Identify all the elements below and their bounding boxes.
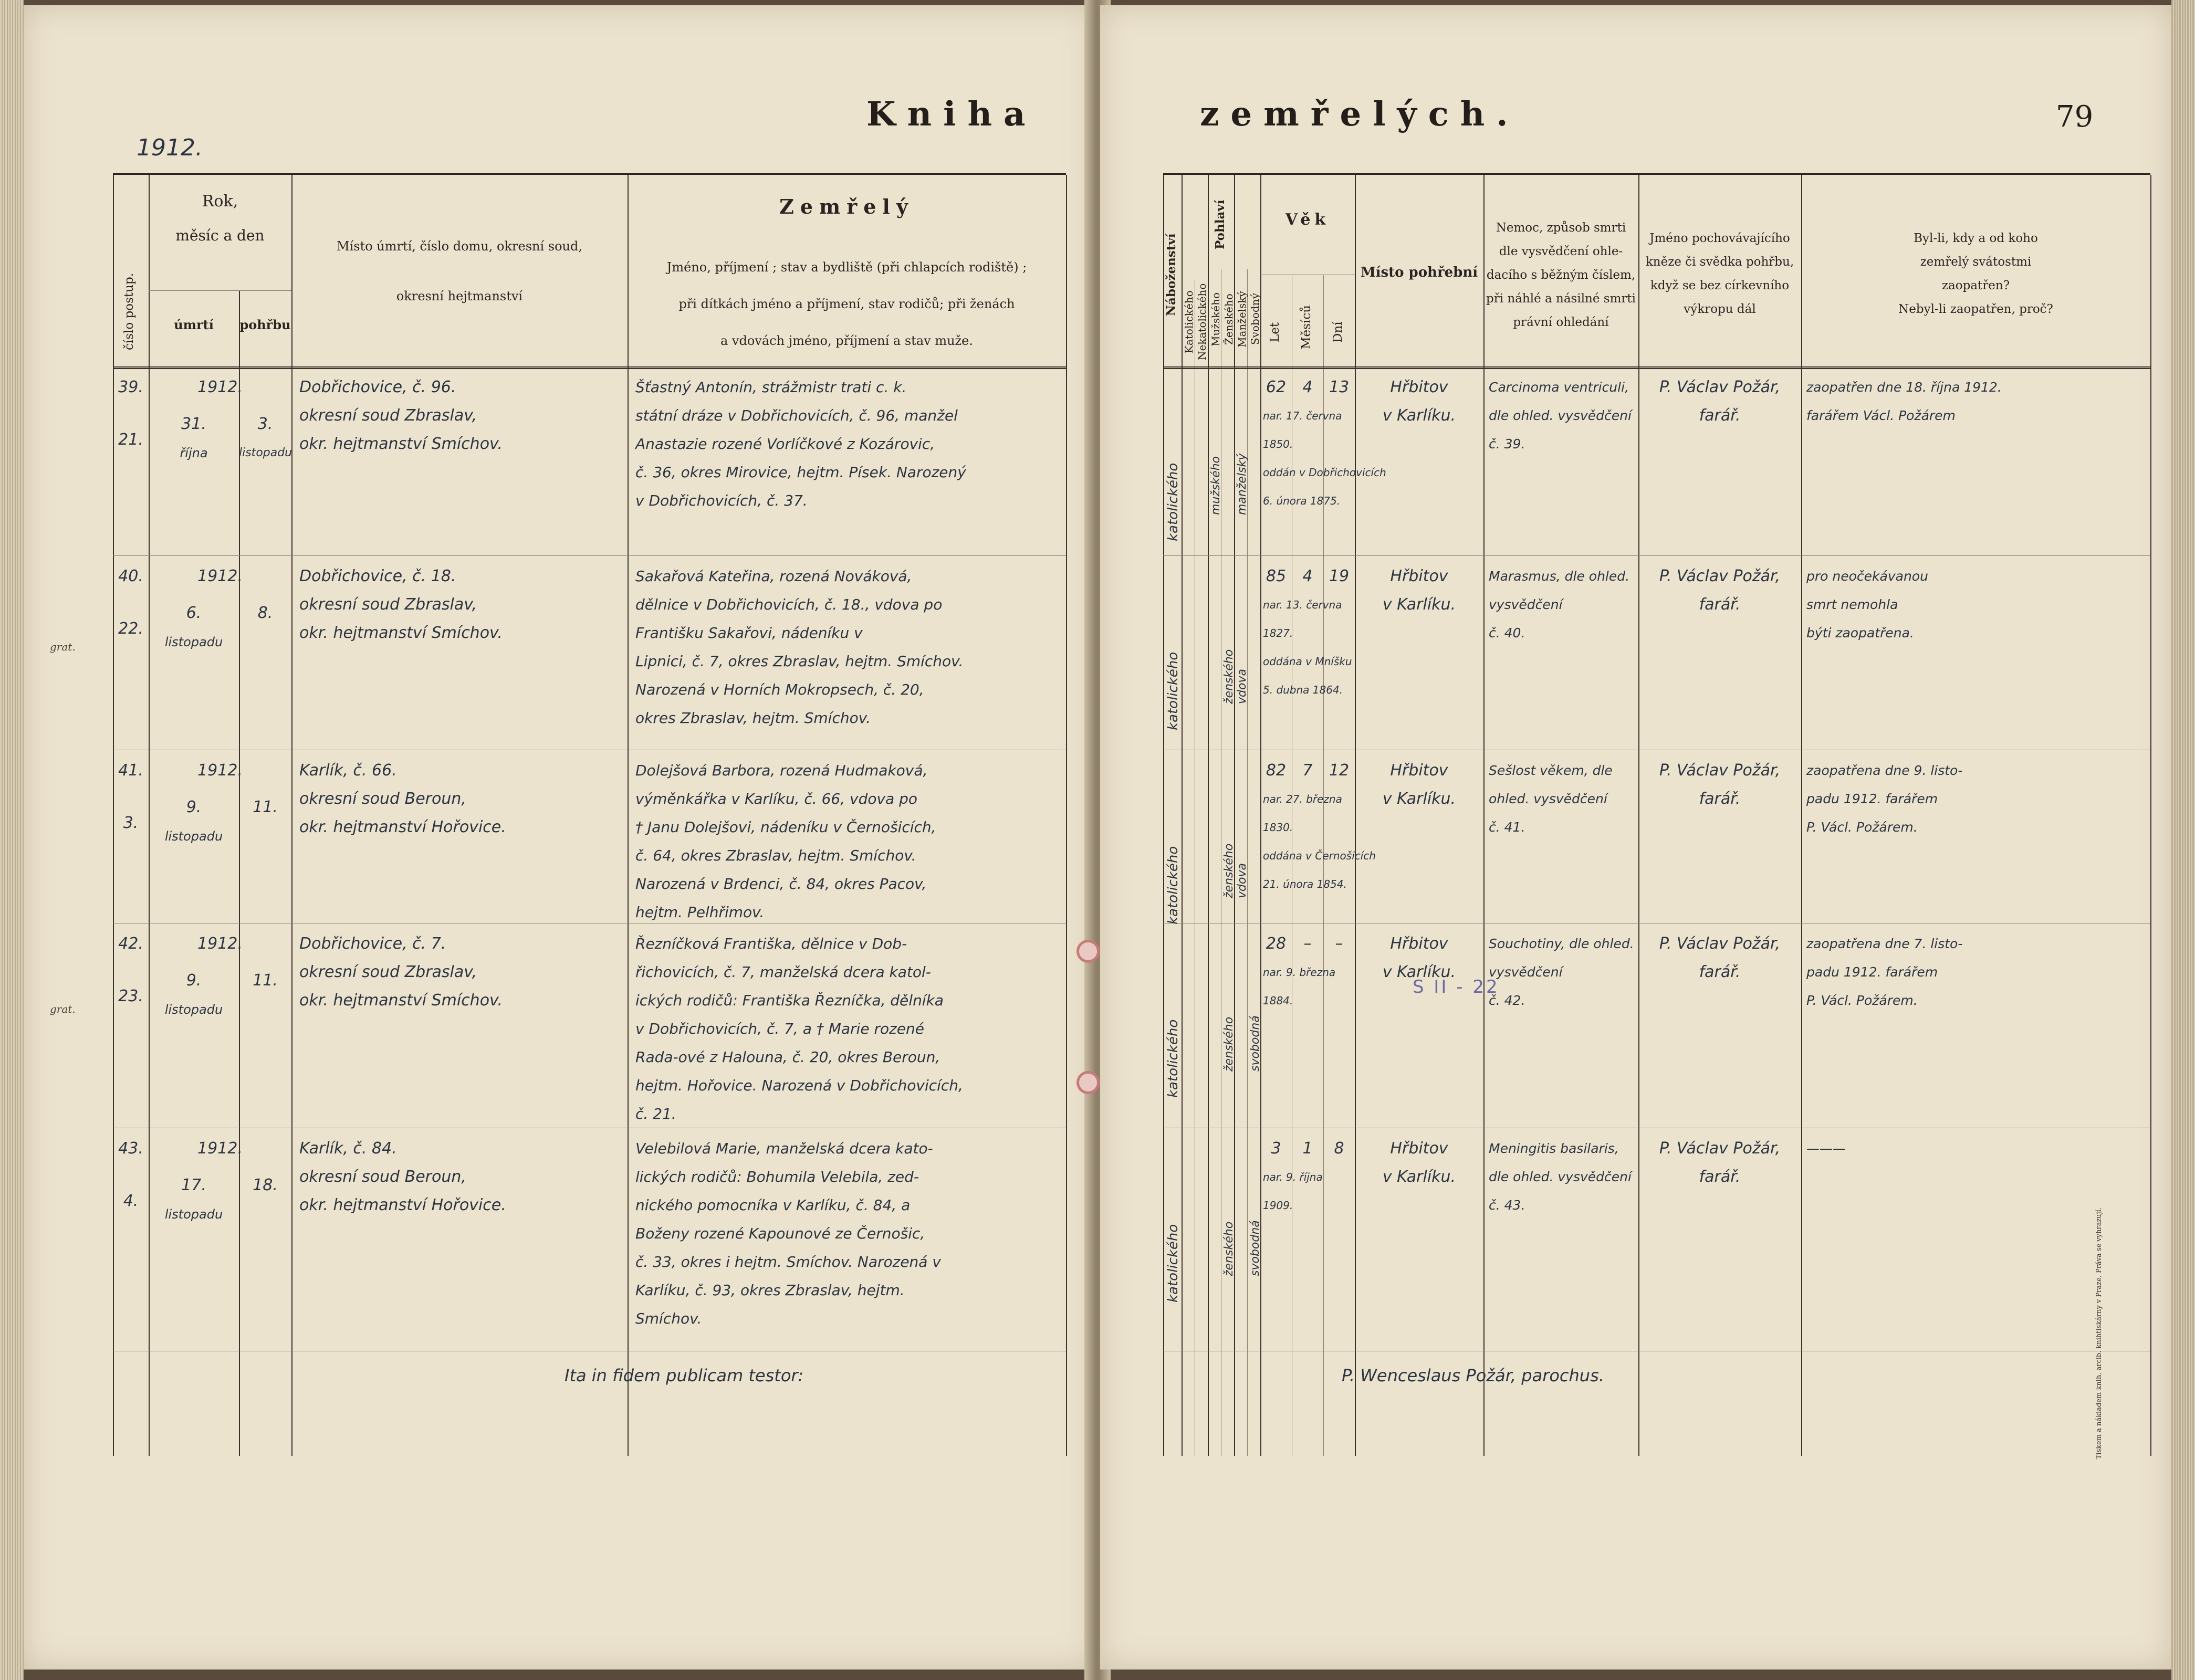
- entry-number: 42.: [118, 934, 143, 953]
- header-cislo: číslo postup.: [122, 272, 136, 350]
- entry-status: svobodná: [1249, 1015, 1262, 1072]
- entry-religion: katolického: [1165, 1019, 1181, 1098]
- entry-sacrament-line: ———: [1806, 1141, 1846, 1156]
- entry-death-month: listopadu: [164, 1207, 223, 1222]
- entry-priest-line: P. Václav Požár,: [1659, 761, 1781, 780]
- printer-note: Tiskem a nákladem knih. arcib. knihtiskárny v Praze. Práva se vyhrazují.: [2095, 1208, 2103, 1460]
- entry-deceased-line: hejtm. Hořovice. Narozená v Dobřichovicích,: [635, 1077, 963, 1094]
- entry-sacrament-line: zaopatřen dne 18. října 1912.: [1806, 380, 2002, 395]
- entry-cause-line: ohled. vysvědčení: [1489, 791, 1607, 806]
- entry-deceased-line: v Dobřichovicích, č. 37.: [635, 492, 808, 509]
- entry-death-month: listopadu: [164, 635, 223, 649]
- entry-death-month: října: [180, 446, 208, 460]
- entry-deceased-line: hejtm. Pelhřimov.: [635, 904, 765, 921]
- left-register-table: [113, 173, 1066, 1456]
- header-nemoc-5: právní ohledání: [1513, 316, 1609, 329]
- header-manzelsky: Manželský: [1236, 291, 1248, 348]
- entry-age-months: 4: [1302, 378, 1313, 396]
- entry-sacrament-line: P. Václ. Požárem.: [1806, 993, 1918, 1008]
- entry-deceased-line: Anastazie rozené Vorlíčkové z Kozárovic,: [635, 435, 935, 453]
- entry-birth-line: 1850.: [1263, 438, 1293, 450]
- entry-religion: katolického: [1165, 652, 1181, 730]
- header-nabozenstvi: Náboženství: [1164, 233, 1178, 316]
- entry-deceased-line: č. 21.: [635, 1105, 676, 1122]
- entry-priest-line: P. Václav Požár,: [1659, 1139, 1781, 1158]
- entry-birth-line: nar. 17. června: [1263, 410, 1342, 422]
- entry-deceased-line: výměnkářka v Karlíku, č. 66, vdova po: [635, 790, 918, 807]
- entry-sex: ženského: [1222, 1016, 1236, 1072]
- book-title-left: Kniha: [866, 94, 1037, 134]
- entry-priest-line: P. Václav Požár,: [1659, 378, 1781, 396]
- header-byl-1: Byl-li, kdy a od koho: [1914, 232, 2038, 245]
- entry-number: 40.: [118, 567, 143, 585]
- header-mesic-den: měsíc a den: [175, 227, 265, 244]
- entry-burial-place-line: Hřbitov: [1390, 934, 1448, 953]
- entry-place-line: Dobřichovice, č. 18.: [299, 567, 456, 585]
- entry-burial-place-line: Hřbitov: [1390, 567, 1448, 585]
- entry-age-years: 3: [1271, 1139, 1281, 1158]
- entry-number-secondary: 21.: [118, 430, 143, 449]
- entry-death-day: 9.: [186, 798, 202, 816]
- signature-right: P. Wenceslaus Požár, parochus.: [1342, 1366, 1604, 1385]
- entry-place-line: okresní soud Beroun,: [299, 1168, 466, 1186]
- entry-age-days: 12: [1329, 761, 1350, 780]
- entry-cause-line: Sešlost věkem, dle: [1489, 763, 1613, 778]
- header-katolickeho: Katolického: [1183, 290, 1195, 353]
- entry-birth-line: oddána v Černošicích: [1263, 849, 1376, 862]
- entry-place-line: okr. hejtmanství Smíchov.: [299, 435, 503, 453]
- entry-burial-place-line: v Karlíku.: [1382, 1168, 1456, 1186]
- entry-cause-line: vysvědčení: [1489, 597, 1563, 612]
- entry-deceased-line: č. 36, okres Mirovice, hejtm. Písek. Narozený: [635, 464, 966, 481]
- entry-deceased-line: Karlíku, č. 93, okres Zbraslav, hejtm.: [635, 1282, 905, 1299]
- entry-year: 1912.: [197, 378, 243, 396]
- entry-death-day: 31.: [181, 415, 206, 433]
- book-edge-left: [0, 0, 24, 1680]
- header-vek: Věk: [1285, 211, 1330, 229]
- entry-number-secondary: 23.: [118, 987, 143, 1005]
- entry-sex: ženského: [1222, 649, 1236, 704]
- header-nemoc-1: Nemoc, způsob smrti: [1496, 221, 1626, 235]
- entry-deceased-line: č. 64, okres Zbraslav, hejtm. Smíchov.: [635, 847, 916, 864]
- header-zenskeho: Ženského: [1222, 293, 1235, 345]
- entry-birth-line: 1909.: [1263, 1199, 1293, 1212]
- entry-burial-day: 11.: [253, 971, 278, 990]
- entry-age-days: 19: [1329, 567, 1350, 585]
- entry-status: vdova: [1236, 669, 1249, 704]
- entry-burial-month: listopadu: [239, 446, 292, 459]
- entry-deceased-line: Velebilová Marie, manželská dcera kato-: [635, 1140, 933, 1157]
- entry-birth-line: nar. 9. října: [1263, 1171, 1323, 1183]
- header-misto-pohrbu: Místo pohřební: [1360, 265, 1478, 280]
- entry-age-days: 13: [1329, 378, 1350, 396]
- entry-status: manželský: [1236, 453, 1249, 515]
- header-byl-4: Nebyl-li zaopatřen, proč?: [1898, 302, 2053, 316]
- entry-priest-line: farář.: [1699, 595, 1741, 614]
- entry-age-days: –: [1335, 934, 1343, 953]
- entry-burial-day: 3.: [257, 415, 273, 433]
- entry-cause-line: Souchotiny, dle ohled.: [1489, 936, 1634, 951]
- entry-deceased-line: Šťastný Antonín, strážmistr trati c. k.: [635, 379, 907, 396]
- entry-deceased-line: Narozená v Horních Mokropsech, č. 20,: [635, 681, 924, 698]
- header-byl-2: zemřelý svátostmi: [1920, 255, 2032, 269]
- book-edge-right: [2171, 0, 2195, 1680]
- entry-place-line: okr. hejtmanství Smíchov.: [299, 624, 503, 642]
- entry-cause-line: dle ohled. vysvědčení: [1489, 1169, 1632, 1184]
- entry-number-secondary: 4.: [123, 1192, 139, 1210]
- entry-religion: katolického: [1165, 846, 1181, 925]
- entry-burial-place-line: Hřbitov: [1390, 761, 1448, 780]
- entry-burial-place-line: v Karlíku.: [1382, 595, 1456, 614]
- entry-sacrament-line: padu 1912. farářem: [1806, 791, 1938, 806]
- header-pohlavi: Pohlaví: [1213, 200, 1227, 250]
- entry-sacrament-line: býti zaopatřena.: [1806, 625, 1914, 640]
- header-jmeno-1: Jméno pochovávajícího: [1649, 232, 1790, 245]
- entry-birth-line: nar. 13. června: [1263, 598, 1342, 611]
- entry-sacrament-line: P. Václ. Požárem.: [1806, 820, 1918, 835]
- entry-cause-line: Meningitis basilaris,: [1489, 1141, 1619, 1156]
- entry-death-month: listopadu: [164, 1002, 223, 1017]
- entry-cause-line: č. 40.: [1489, 625, 1525, 640]
- header-misto: Místo úmrtí, číslo domu, okresní soud,: [337, 239, 582, 254]
- entry-priest-line: P. Václav Požár,: [1659, 567, 1781, 585]
- entry-priest-line: farář.: [1699, 1168, 1741, 1186]
- entry-birth-line: 1830.: [1263, 821, 1293, 834]
- entry-year: 1912.: [197, 1139, 243, 1158]
- entry-deceased-line: řichovicích, č. 7, manželská dcera katol-: [635, 963, 931, 981]
- entry-priest-line: farář.: [1699, 963, 1741, 981]
- entry-number-secondary: 3.: [123, 814, 139, 832]
- header-misto-2: okresní hejtmanství: [396, 289, 523, 303]
- entry-sacrament-line: farářem Václ. Požárem: [1806, 408, 1956, 423]
- entry-status: vdova: [1236, 863, 1249, 898]
- entry-priest-line: farář.: [1699, 406, 1741, 425]
- header-jmeno-2: kněze či svědka pohřbu,: [1645, 255, 1794, 269]
- entry-sex: ženského: [1222, 1221, 1236, 1276]
- book-title-right: zemřelých.: [1200, 94, 1520, 134]
- entry-sacrament-line: smrt nemohla: [1806, 597, 1898, 612]
- header-muzskeho: Mužského: [1209, 292, 1222, 346]
- entry-place-line: okr. hejtmanství Smíchov.: [299, 991, 503, 1010]
- entry-deceased-line: lických rodičů: Bohumila Velebila, zed-: [635, 1168, 919, 1185]
- header-let: Let: [1268, 322, 1282, 343]
- entry-age-months: 1: [1302, 1139, 1313, 1158]
- entry-deceased-line: Lipnici, č. 7, okres Zbraslav, hejtm. Smíchov.: [635, 653, 964, 670]
- header-svobodny: Svobodný: [1249, 293, 1261, 345]
- entry-sacrament-line: padu 1912. farářem: [1806, 964, 1938, 980]
- margin-note-40: grat.: [50, 640, 76, 653]
- entry-deceased-line: Narozená v Brdenci, č. 84, okres Pacov,: [635, 875, 927, 892]
- margin-note-42: grat.: [50, 1003, 76, 1015]
- entry-priest-line: P. Václav Požár,: [1659, 934, 1781, 953]
- entry-cause-line: vysvědčení: [1489, 964, 1563, 980]
- entry-burial-day: 18.: [253, 1176, 278, 1194]
- entry-age-years: 85: [1266, 567, 1287, 585]
- entry-burial-place-line: v Karlíku.: [1382, 790, 1456, 808]
- entry-age-months: 7: [1302, 761, 1313, 780]
- entry-place-line: okresní soud Zbraslav,: [299, 406, 477, 425]
- entry-priest-line: farář.: [1699, 790, 1741, 808]
- entry-deceased-line: č. 33, okres i hejtm. Smíchov. Narozená v: [635, 1253, 941, 1270]
- header-nemoc-2: dle vysvědčení ohle-: [1499, 245, 1623, 258]
- entry-cause-line: č. 41.: [1489, 820, 1525, 835]
- entry-deceased-line: nického pomocníka v Karlíku, č. 84, a: [635, 1196, 911, 1214]
- entry-age-years: 62: [1266, 378, 1287, 396]
- entry-sex: mužského: [1209, 456, 1222, 515]
- entry-year: 1912.: [197, 567, 243, 585]
- entry-sacrament-line: zaopatřena dne 9. listo-: [1806, 763, 1963, 778]
- header-pohrbu: pohřbu: [239, 317, 291, 332]
- entry-number: 43.: [118, 1139, 143, 1158]
- year-handwritten: 1912.: [137, 134, 203, 161]
- entry-birth-line: 6. února 1875.: [1263, 495, 1341, 507]
- entry-place-line: Karlík, č. 84.: [299, 1139, 397, 1158]
- entry-birth-line: nar. 27. března: [1263, 793, 1342, 805]
- header-zemrely: Zemřelý: [779, 195, 914, 218]
- entry-cause-line: č. 43.: [1489, 1198, 1525, 1213]
- entry-year: 1912.: [197, 934, 243, 953]
- entry-burial-day: 11.: [253, 798, 278, 816]
- entry-birth-line: 1884.: [1263, 994, 1293, 1007]
- header-zemrely-desc-1: Jméno, příjmení ; stav a bydliště (při chlapcích rodiště) ;: [666, 260, 1027, 275]
- entry-birth-line: 1827.: [1263, 627, 1293, 639]
- entry-place-line: Karlík, č. 66.: [299, 761, 397, 780]
- entry-cause-line: dle ohled. vysvědčení: [1489, 408, 1632, 423]
- header-jmeno-3: když se bez církevního: [1650, 279, 1790, 292]
- header-nemoc-4: při náhlé a násilné smrti: [1486, 292, 1636, 306]
- entry-year: 1912.: [197, 761, 243, 780]
- entry-place-line: okresní soud Zbraslav,: [299, 963, 477, 981]
- entry-burial-place-line: v Karlíku.: [1382, 963, 1456, 981]
- entry-deceased-line: Františku Sakařovi, nádeníku v: [635, 624, 863, 642]
- header-zemrely-desc-3: a vdovách jméno, příjmení a stav muže.: [720, 333, 974, 348]
- entry-age-months: –: [1303, 934, 1312, 953]
- binding-thread-1: [1076, 940, 1100, 963]
- entry-deceased-line: Řezníčková Františka, dělnice v Dob-: [635, 935, 907, 952]
- entry-birth-line: nar. 9. března: [1263, 966, 1336, 979]
- archive-stamp: S II - 22: [1413, 976, 1500, 998]
- header-mesicu: Měsíců: [1300, 305, 1313, 350]
- entry-burial-day: 8.: [257, 604, 273, 622]
- header-jmeno-4: výkropu dál: [1684, 302, 1756, 316]
- entry-deceased-line: Smíchov.: [635, 1310, 702, 1327]
- entry-deceased-line: † Janu Dolejšovi, nádeníku v Černošicích,: [635, 818, 936, 836]
- header-umrti: úmrtí: [174, 317, 214, 332]
- entry-cause-line: Marasmus, dle ohled.: [1489, 569, 1630, 584]
- entry-number-secondary: 22.: [118, 620, 143, 638]
- entry-deceased-line: okres Zbraslav, hejtm. Smíchov.: [635, 709, 871, 727]
- entry-deceased-line: dělnice v Dobřichovicích, č. 18., vdova po: [635, 596, 943, 613]
- right-register-table: [1163, 173, 2150, 1456]
- header-zemrely-desc-2: při dítkách jméno a příjmení, stav rodičů; při ženách: [678, 297, 1015, 311]
- entry-birth-line: oddána v Mníšku: [1263, 655, 1352, 668]
- entry-place-line: okresní soud Beroun,: [299, 790, 466, 808]
- entry-place-line: okresní soud Zbraslav,: [299, 595, 477, 614]
- entry-cause-line: č. 42.: [1489, 993, 1525, 1008]
- header-dni: Dní: [1331, 321, 1345, 343]
- entry-deceased-line: Dolejšová Barbora, rozená Hudmaková,: [635, 762, 928, 779]
- left-page: [24, 5, 1095, 1670]
- entry-place-line: okr. hejtmanství Hořovice.: [299, 818, 506, 836]
- entry-burial-place-line: v Karlíku.: [1382, 406, 1456, 425]
- entry-age-months: 4: [1302, 567, 1313, 585]
- entry-religion: katolického: [1165, 463, 1181, 541]
- entry-status: svobodná: [1249, 1220, 1262, 1276]
- entry-birth-line: 21. února 1854.: [1263, 878, 1347, 890]
- entry-number: 41.: [118, 761, 143, 780]
- entry-age-days: 8: [1334, 1139, 1344, 1158]
- signature-left: Ita in fidem publicam testor:: [565, 1366, 804, 1385]
- header-nemoc-3: dacího s běžným číslem,: [1486, 268, 1636, 282]
- entry-sacrament-line: pro neočekávanou: [1806, 569, 1928, 584]
- entry-birth-line: 5. dubna 1864.: [1263, 684, 1343, 696]
- entry-burial-place-line: Hřbitov: [1390, 1139, 1448, 1158]
- header-nekatolickeho: Nekatolického: [1196, 283, 1208, 361]
- entry-age-years: 82: [1266, 761, 1287, 780]
- entry-death-month: listopadu: [164, 829, 223, 844]
- entry-number: 39.: [118, 378, 143, 396]
- entry-deceased-line: Rada-ové z Halouna, č. 20, okres Beroun,: [635, 1048, 940, 1066]
- entry-deceased-line: Sakařová Kateřina, rozená Nováková,: [635, 568, 912, 585]
- entry-sex: ženského: [1222, 843, 1236, 898]
- entry-cause-line: č. 39.: [1489, 436, 1525, 452]
- entry-place-line: Dobřichovice, č. 7.: [299, 934, 446, 953]
- page-number: 79: [2056, 100, 2094, 134]
- entry-death-day: 6.: [186, 604, 202, 622]
- header-byl-3: zaopatřen?: [1941, 279, 2010, 292]
- entry-place-line: Dobřichovice, č. 96.: [299, 378, 456, 396]
- right-page: [1100, 5, 2171, 1670]
- entry-age-years: 28: [1266, 934, 1287, 953]
- entry-death-day: 9.: [186, 971, 202, 990]
- entry-place-line: okr. hejtmanství Hořovice.: [299, 1196, 506, 1214]
- entry-sacrament-line: zaopatřena dne 7. listo-: [1806, 936, 1963, 951]
- entry-deceased-line: v Dobřichovicích, č. 7, a † Marie rozené: [635, 1020, 925, 1037]
- entry-religion: katolického: [1165, 1224, 1181, 1303]
- entry-deceased-line: ických rodičů: Františka Řezníčka, dělníka: [635, 992, 944, 1009]
- entry-cause-line: Carcinoma ventriculi,: [1489, 380, 1629, 395]
- entry-birth-line: oddán v Dobřichovicích: [1263, 466, 1386, 479]
- entry-deceased-line: Boženy rozené Kapounové ze Černošic,: [635, 1225, 925, 1242]
- header-rok: Rok,: [202, 192, 238, 211]
- entry-deceased-line: státní dráze v Dobřichovicích, č. 96, manžel: [635, 407, 958, 424]
- binding-thread-2: [1076, 1071, 1100, 1094]
- entry-burial-place-line: Hřbitov: [1390, 378, 1448, 396]
- entry-death-day: 17.: [181, 1176, 206, 1194]
